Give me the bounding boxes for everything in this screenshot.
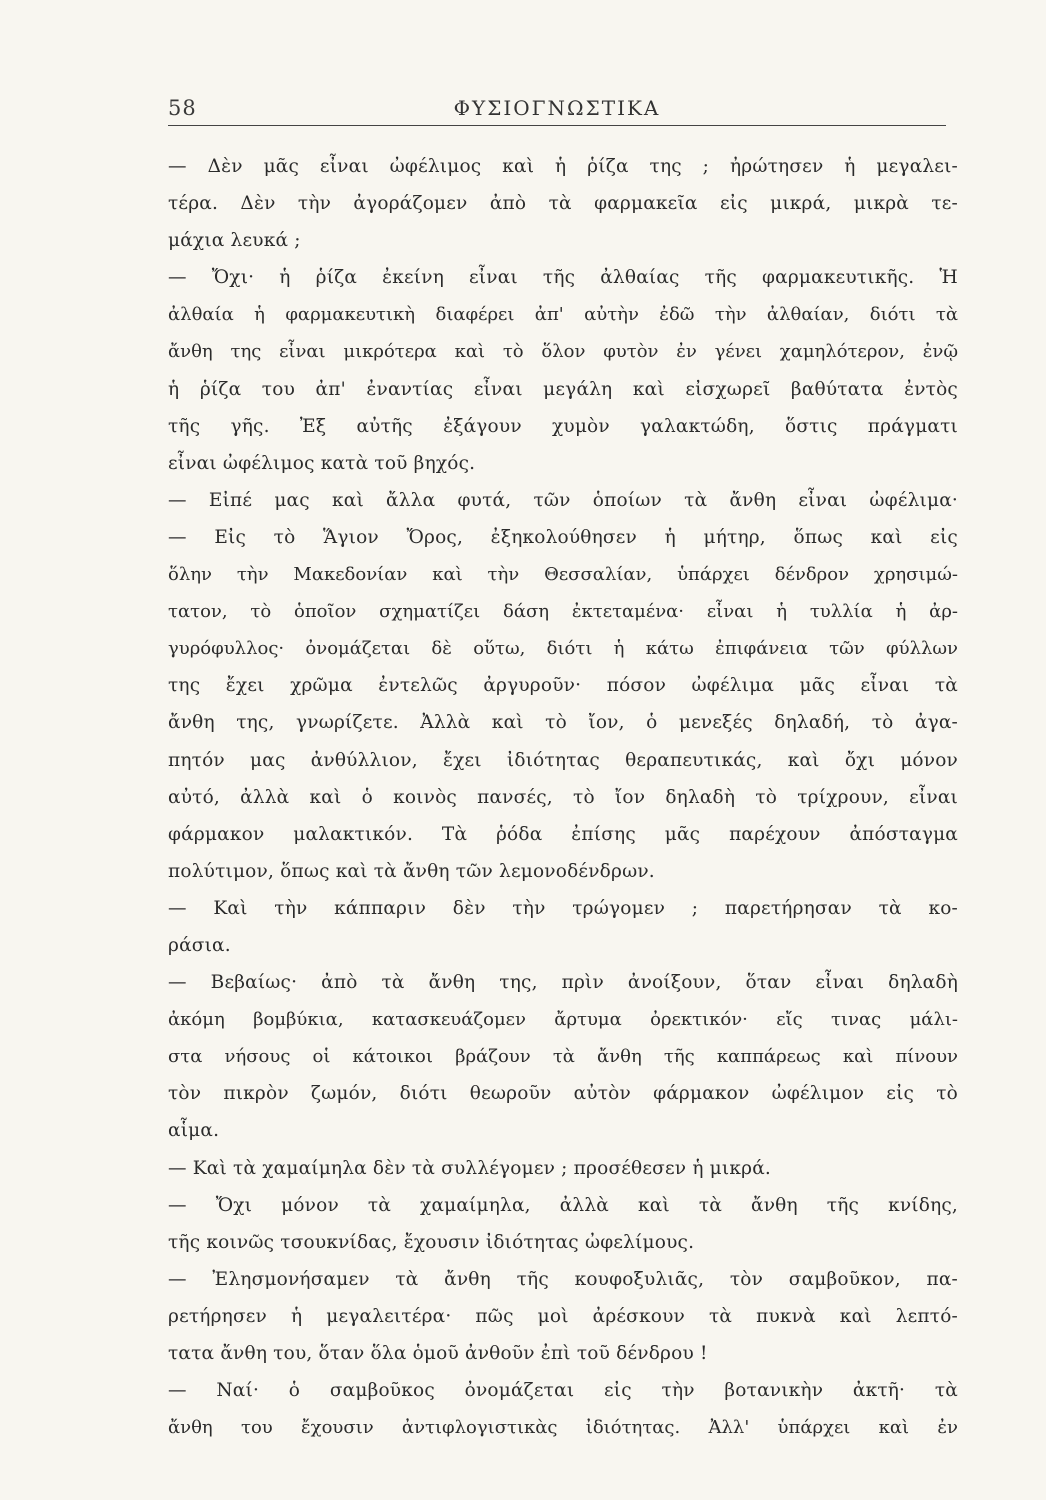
running-title: ΦΥΣΙΟΓΝΩΣΤΙΚΑ xyxy=(453,96,661,120)
text-line: ἀλθαία ἡ φαρμακευτικὴ διαφέρει ἀπ' αὐτὴν ἐδῶ τὴν ἀλθαίαν, διότι τὰ xyxy=(168,304,958,326)
text-line: αὐτό, ἀλλὰ καὶ ὁ κοινὸς πανσές, τὸ ἴον δηλαδὴ τὸ τρίχρουν, εἶναι xyxy=(168,786,958,808)
text-line: φάρμακον μαλακτικόν. Τὰ ῥόδα ἐπίσης μᾶς παρέχουν ἀπόσταγμα xyxy=(168,823,958,845)
header-rule xyxy=(168,125,946,126)
text-line: — Ναί· ὁ σαμβοῦκος ὀνομάζεται εἰς τὴν βοτανικὴν ἀκτῆ· τὰ xyxy=(168,1380,958,1402)
text-line: της ἔχει χρῶμα ἐντελῶς ἀργυροῦν· πόσον ὠφέλιμα μᾶς εἶναι τὰ xyxy=(168,675,958,697)
text-line: — Καὶ τὰ χαμαίμηλα δὲν τὰ συλλέγομεν ; προσέθεσεν ἡ μικρά. xyxy=(168,1157,771,1179)
page-number: 58 xyxy=(168,96,197,120)
text-line: πητόν μας ἀνθύλλιον, ἔχει ἰδιότητας θεραπευτικάς, καὶ ὄχι μόνον xyxy=(168,749,958,771)
text-line: τατα ἄνθη του, ὅταν ὅλα ὁμοῦ ἀνθοῦν ἐπὶ τοῦ δένδρου ! xyxy=(168,1343,708,1364)
body-text xyxy=(168,148,958,1446)
text-line: — Ὄχι· ἡ ῥίζα ἐκείνη εἶναι τῆς ἀλθαίας τῆς φαρμακευτικῆς. Ἡ xyxy=(168,267,958,289)
text-line: — Καὶ τὴν κάππαριν δὲν τὴν τρώγομεν ; παρετήρησαν τὰ κο- xyxy=(168,897,958,919)
text-line: τῆς γῆς. Ἐξ αὐτῆς ἐξάγουν χυμὸν γαλακτώδη, ὅστις πράγματι xyxy=(168,415,958,437)
text-line: ἄνθη της, γνωρίζετε. Ἀλλὰ καὶ τὸ ἴον, ὁ μενεξές δηλαδή, τὸ ἀγα- xyxy=(168,712,958,734)
text-line: μάχια λευκά ; xyxy=(168,230,301,252)
text-line: — Ὄχι μόνον τὰ χαμαίμηλα, ἀλλὰ καὶ τὰ ἄνθη τῆς κνίδης, xyxy=(168,1194,958,1216)
text-line: — Ἐλησμονήσαμεν τὰ ἄνθη τῆς κουφοξυλιᾶς, τὸν σαμβοῦκον, πα- xyxy=(168,1268,958,1290)
text-line: τὸν πικρὸν ζωμόν, διότι θεωροῦν αὐτὸν φάρμακον ὠφέλιμον εἰς τὸ xyxy=(168,1083,958,1105)
page-header xyxy=(168,96,946,126)
text-line: ἡ ῥίζα του ἀπ' ἐναντίας εἶναι μεγάλη καὶ εἰσχωρεῖ βαθύτατα ἐντὸς xyxy=(168,378,958,400)
text-line: ρετήρησεν ἡ μεγαλειτέρα· πῶς μοὶ ἀρέσκουν τὰ πυκνὰ καὶ λεπτό- xyxy=(168,1305,958,1327)
text-line: τατον, τὸ ὁποῖον σχηματίζει δάση ἐκτεταμένα· εἶναι ἡ τυλλία ἡ ἀρ- xyxy=(168,601,958,623)
text-line: στα νήσους οἱ κάτοικοι βράζουν τὰ ἄνθη τῆς καππάρεως καὶ πίνουν xyxy=(168,1046,958,1068)
text-line: γυρόφυλλος· ὀνομάζεται δὲ οὕτω, διότι ἡ κάτω ἐπιφάνεια τῶν φύλλων xyxy=(168,638,958,660)
text-line: ἄνθη της εἶναι μικρότερα καὶ τὸ ὅλον φυτὸν ἐν γένει χαμηλότερον, ἐνῷ xyxy=(168,341,958,363)
text-line: ἄνθη του ἔχουσιν ἀντιφλογιστικὰς ἰδιότητας. Ἀλλ' ὑπάρχει καὶ ἐν xyxy=(168,1417,958,1439)
text-line: — Δὲν μᾶς εἶναι ὠφέλιμος καὶ ἡ ῥίζα της ; ἠρώτησεν ἡ μεγαλει- xyxy=(168,156,958,177)
text-line: ἀκόμη βομβύκια, κατασκευάζομεν ἄρτυμα ὀρεκτικόν· εἴς τινας μάλι- xyxy=(168,1009,958,1031)
text-line: — Εἰς τὸ Ἅγιον Ὄρος, ἐξηκολούθησεν ἡ μήτηρ, ὅπως καὶ εἰς xyxy=(168,526,958,548)
text-line: πολύτιμον, ὅπως καὶ τὰ ἄνθη τῶν λεμονοδένδρων. xyxy=(168,860,655,882)
text-line: — Βεβαίως· ἀπὸ τὰ ἄνθη της, πρὶν ἀνοίξουν, ὅταν εἶναι δηλαδὴ xyxy=(168,972,958,994)
text-line: τέρα. Δὲν τὴν ἀγοράζομεν ἀπὸ τὰ φαρμακεῖα εἰς μικρά, μικρὰ τε- xyxy=(168,193,958,215)
text-line: ράσια. xyxy=(168,934,231,956)
text-line: ὅλην τὴν Μακεδονίαν καὶ τὴν Θεσσαλίαν, ὑπάρχει δένδρον χρησιμώ- xyxy=(168,564,958,586)
text-line: αἷμα. xyxy=(168,1120,220,1142)
text-line: — Εἰπέ μας καὶ ἄλλα φυτά, τῶν ὁποίων τὰ ἄνθη εἶναι ὠφέλιμα· xyxy=(168,489,958,511)
text-line: τῆς κοινῶς τσουκνίδας, ἔχουσιν ἰδιότητας ὠφελίμους. xyxy=(168,1231,695,1253)
text-line: εἶναι ὠφέλιμος κατὰ τοῦ βηχός. xyxy=(168,452,476,474)
